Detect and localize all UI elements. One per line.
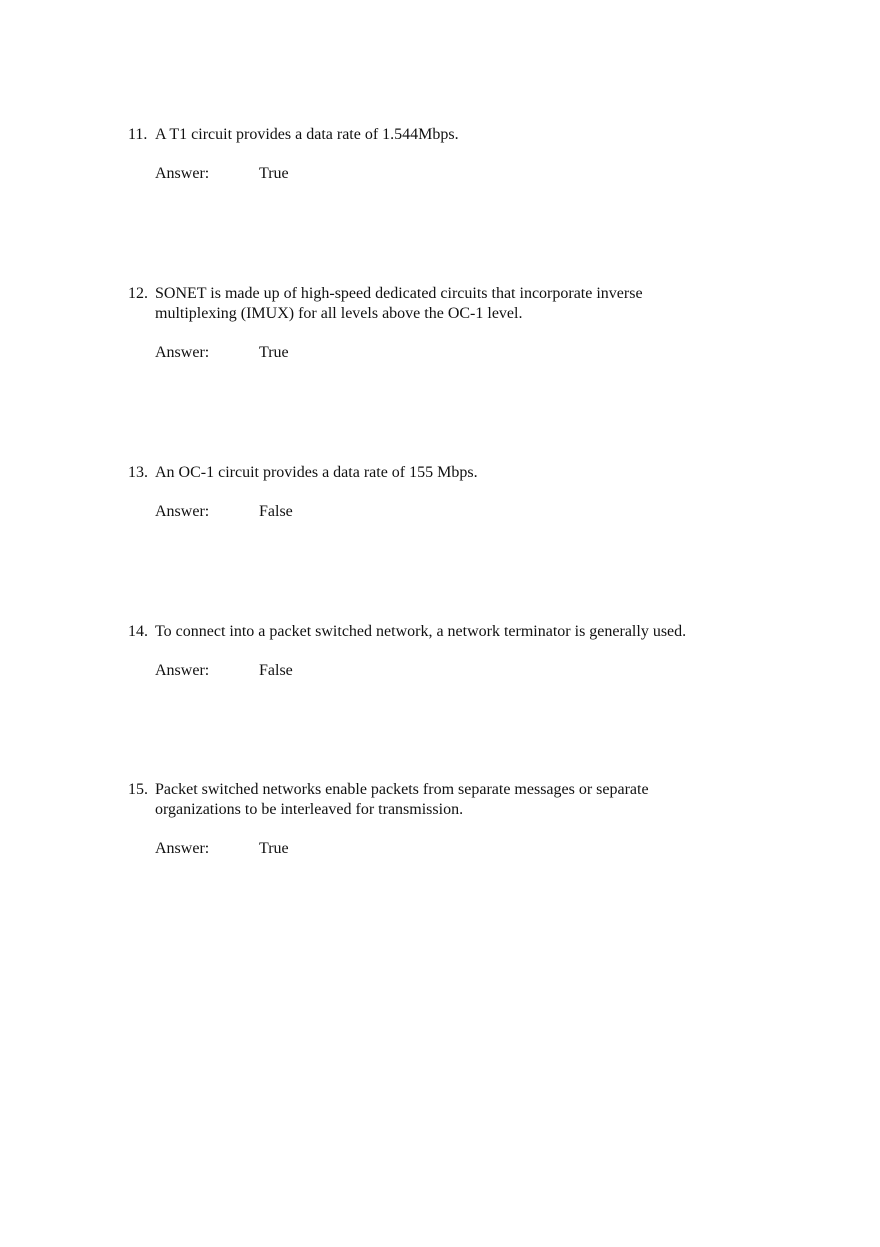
question-number: 11. <box>128 126 148 143</box>
question-13 <box>128 463 768 522</box>
question-number: 14. <box>128 623 148 640</box>
question-row <box>128 125 768 145</box>
question-row <box>128 284 768 324</box>
question-row <box>128 463 768 483</box>
answer-value: True <box>259 165 289 182</box>
question-text: Packet switched networks enable packets from separate messages or separate organizations to be interleaved for transmission. <box>155 781 649 818</box>
answer-label: Answer: <box>155 344 210 361</box>
question-14 <box>128 622 768 681</box>
question-text: A T1 circuit provides a data rate of 1.544Mbps. <box>155 126 459 143</box>
answer-label: Answer: <box>155 503 210 520</box>
question-number: 13. <box>128 464 148 481</box>
question-text: An OC-1 circuit provides a data rate of 155 Mbps. <box>155 464 478 481</box>
answer-row <box>155 343 768 363</box>
answer-row <box>155 164 768 184</box>
question-11 <box>128 125 768 184</box>
question-15 <box>128 780 768 859</box>
question-12 <box>128 284 768 363</box>
answer-label: Answer: <box>155 165 210 182</box>
answer-value: False <box>259 662 293 679</box>
answer-value: True <box>259 344 289 361</box>
answer-row <box>155 839 768 859</box>
answer-label: Answer: <box>155 840 210 857</box>
question-row <box>128 622 768 642</box>
question-text: To connect into a packet switched network, a network terminator is generally used. <box>155 623 687 640</box>
question-number: 12. <box>128 285 148 302</box>
answer-row <box>155 661 768 681</box>
question-row <box>128 780 768 820</box>
answer-row <box>155 502 768 522</box>
question-number: 15. <box>128 781 148 798</box>
question-text: SONET is made up of high-speed dedicated circuits that incorporate inverse multiplexing (IMUX) for all levels above the OC-1 level. <box>155 285 643 322</box>
answer-label: Answer: <box>155 662 210 679</box>
answer-value: True <box>259 840 289 857</box>
answer-value: False <box>259 503 293 520</box>
